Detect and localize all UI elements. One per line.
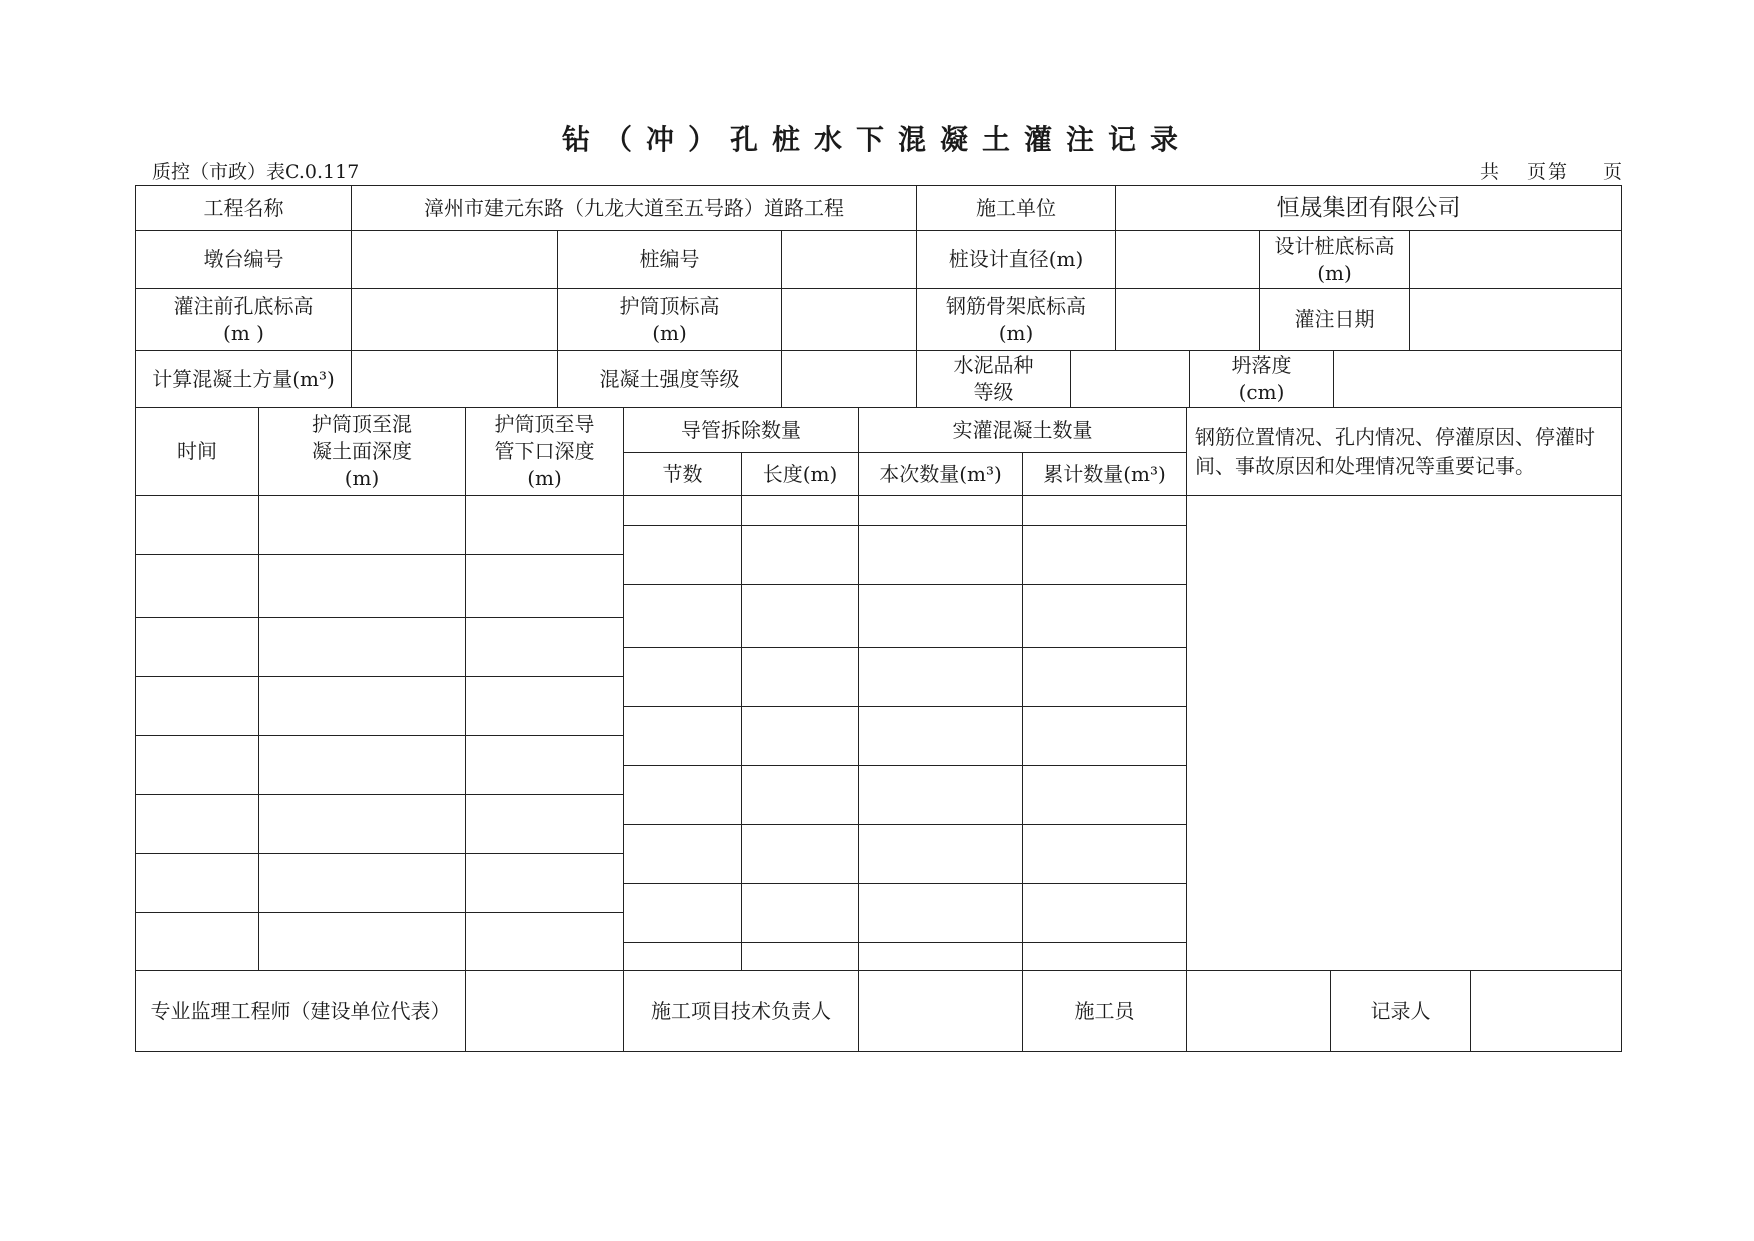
- this-volume-cell[interactable]: [859, 884, 1023, 943]
- casing-to-tube-line2: 管下口深度: [494, 439, 595, 463]
- this-volume-cell[interactable]: [859, 943, 1023, 971]
- table-row: [136, 496, 624, 555]
- casing-top-label: [558, 289, 782, 351]
- time-cell[interactable]: [136, 913, 259, 971]
- supervisor-signature[interactable]: [466, 971, 624, 1052]
- length-cell[interactable]: [742, 943, 859, 971]
- slump-label-line1: 坍落度: [1231, 353, 1292, 377]
- actual-volume-header: 实灌混凝土数量: [859, 408, 1187, 453]
- concrete-depth-cell[interactable]: [259, 913, 466, 971]
- sections-cell[interactable]: [624, 766, 742, 825]
- page-counter: [1480, 157, 1624, 184]
- cumulative-cell[interactable]: [1023, 884, 1187, 943]
- this-volume-header: 本次数量(m³): [859, 453, 1023, 496]
- remarks-header: 钢筋位置情况、孔内情况、停灌原因、停灌时间、事故原因和处理情况等重要记事。: [1187, 408, 1622, 496]
- recorder-signature[interactable]: [1471, 971, 1622, 1052]
- this-volume-cell[interactable]: [859, 766, 1023, 825]
- time-cell[interactable]: [136, 496, 259, 555]
- sections-cell[interactable]: [624, 943, 742, 971]
- concrete-depth-cell[interactable]: [259, 736, 466, 795]
- sections-cell[interactable]: [624, 825, 742, 884]
- tube-depth-cell[interactable]: [466, 618, 624, 677]
- table-row: [624, 884, 1187, 943]
- concrete-depth-cell[interactable]: [259, 496, 466, 555]
- record-table-header: [135, 407, 1622, 496]
- pile-info-table: [135, 230, 1622, 351]
- concrete-info-table: [135, 350, 1622, 408]
- supervisor-label: 专业监理工程师（建设单位代表）: [136, 971, 466, 1052]
- sections-cell[interactable]: [624, 496, 742, 526]
- contractor-label: 施工单位: [917, 186, 1116, 231]
- table-row: [136, 677, 624, 736]
- header-table: [135, 185, 1622, 231]
- concrete-depth-cell[interactable]: [259, 854, 466, 913]
- page-label: 页: [1526, 161, 1548, 183]
- sections-cell[interactable]: [624, 884, 742, 943]
- length-header: 长度(m): [742, 453, 859, 496]
- slump-label: [1190, 351, 1334, 408]
- casing-to-tube-header: [466, 408, 624, 496]
- cement-type-label-line1: 水泥品种: [953, 353, 1034, 377]
- tube-depth-cell[interactable]: [466, 854, 624, 913]
- time-cell[interactable]: [136, 677, 259, 736]
- design-pile-bottom-label: [1260, 231, 1410, 289]
- this-volume-cell[interactable]: [859, 707, 1023, 766]
- tube-depth-cell[interactable]: [466, 736, 624, 795]
- hole-bottom-label-line1: 灌注前孔底标高: [173, 293, 314, 318]
- hole-bottom-value[interactable]: [352, 289, 558, 351]
- tech-lead-label: 施工项目技术负责人: [624, 971, 859, 1052]
- casing-top-value[interactable]: [782, 289, 917, 351]
- time-cell[interactable]: [136, 736, 259, 795]
- table-row: [624, 825, 1187, 884]
- cumulative-header: 累计数量(m³): [1023, 453, 1187, 496]
- time-cell[interactable]: [136, 854, 259, 913]
- signature-table: [135, 970, 1622, 1052]
- cumulative-cell[interactable]: [1023, 943, 1187, 971]
- cement-type-value[interactable]: [1071, 351, 1190, 408]
- casing-top-label-line1: 护筒顶标高: [619, 293, 720, 318]
- slump-value[interactable]: [1334, 351, 1622, 408]
- tech-lead-signature[interactable]: [859, 971, 1023, 1052]
- length-cell[interactable]: [742, 707, 859, 766]
- time-header: 时间: [136, 408, 259, 496]
- page-total-label: 共: [1479, 161, 1501, 183]
- cumulative-cell[interactable]: [1023, 585, 1187, 648]
- design-pile-bottom-label-line2: (m): [1317, 260, 1352, 285]
- tube-depth-cell[interactable]: [466, 913, 624, 971]
- pour-date-label: 灌注日期: [1260, 289, 1410, 351]
- sections-cell[interactable]: [624, 526, 742, 585]
- page-label-2: 页: [1602, 161, 1624, 183]
- calc-volume-label: 计算混凝土方量(m³): [136, 351, 352, 408]
- length-cell[interactable]: [742, 884, 859, 943]
- this-volume-cell[interactable]: [859, 585, 1023, 648]
- this-volume-cell[interactable]: [859, 825, 1023, 884]
- casing-to-tube-line3: (m): [527, 466, 562, 490]
- casing-to-concrete-line3: (m): [344, 466, 380, 490]
- cumulative-cell[interactable]: [1023, 766, 1187, 825]
- length-cell[interactable]: [742, 648, 859, 707]
- project-name-value: 漳州市建元东路（九龙大道至五号路）道路工程: [352, 186, 917, 231]
- table-row: [136, 854, 624, 913]
- recorder-label: 记录人: [1331, 971, 1471, 1052]
- sections-cell[interactable]: [624, 707, 742, 766]
- pier-no-label: 墩台编号: [136, 231, 352, 289]
- cage-bottom-value[interactable]: [1116, 289, 1260, 351]
- this-volume-cell[interactable]: [859, 496, 1023, 526]
- depth-record-grid: [135, 495, 624, 971]
- remarks-area[interactable]: [1187, 496, 1622, 971]
- form-code: 质控（市政）表C.0.117: [152, 161, 360, 183]
- table-row: [136, 555, 624, 618]
- sections-cell[interactable]: [624, 648, 742, 707]
- cage-bottom-label-line1: 钢筋骨架底标高: [946, 293, 1086, 318]
- time-cell[interactable]: [136, 618, 259, 677]
- design-pile-bottom-label-line1: 设计桩底标高: [1274, 233, 1395, 258]
- casing-to-concrete-line2: 凝土面深度: [312, 439, 412, 463]
- hole-bottom-label: [136, 289, 352, 351]
- table-row: [136, 795, 624, 854]
- pile-no-value[interactable]: [782, 231, 917, 289]
- length-cell[interactable]: [742, 496, 859, 526]
- table-row: [136, 913, 624, 971]
- table-row: [624, 766, 1187, 825]
- table-row: [624, 707, 1187, 766]
- length-cell[interactable]: [742, 526, 859, 585]
- concrete-depth-cell[interactable]: [259, 618, 466, 677]
- cement-type-label: [917, 351, 1071, 408]
- concrete-depth-cell[interactable]: [259, 555, 466, 618]
- length-cell[interactable]: [742, 766, 859, 825]
- concrete-depth-cell[interactable]: [259, 677, 466, 736]
- page-number-prefix: 第: [1547, 161, 1569, 183]
- table-row: [624, 496, 1187, 526]
- table-row: [624, 585, 1187, 648]
- calc-volume-value[interactable]: [352, 351, 558, 408]
- tube-depth-cell[interactable]: [466, 555, 624, 618]
- pile-diameter-value[interactable]: [1116, 231, 1260, 289]
- pile-diameter-label: 桩设计直径(m): [917, 231, 1116, 289]
- cage-bottom-label: [917, 289, 1116, 351]
- table-row: [624, 648, 1187, 707]
- tube-depth-cell[interactable]: [466, 677, 624, 736]
- sections-header: 节数: [624, 453, 742, 496]
- slump-label-line2: (cm): [1238, 380, 1285, 404]
- table-row: [136, 736, 624, 795]
- time-cell[interactable]: [136, 795, 259, 854]
- cumulative-cell[interactable]: [1023, 648, 1187, 707]
- concrete-depth-cell[interactable]: [259, 795, 466, 854]
- contractor-value: 恒晟集团有限公司: [1116, 186, 1622, 231]
- casing-to-concrete-line1: 护筒顶至混: [312, 412, 412, 436]
- tube-removal-header: 导管拆除数量: [624, 408, 859, 453]
- cumulative-cell[interactable]: [1023, 825, 1187, 884]
- concrete-grade-label: 混凝土强度等级: [558, 351, 782, 408]
- volume-record-grid: [623, 495, 1187, 971]
- time-cell[interactable]: [136, 555, 259, 618]
- concrete-grade-value[interactable]: [782, 351, 917, 408]
- casing-to-concrete-header: [259, 408, 466, 496]
- casing-to-tube-line1: 护筒顶至导: [494, 412, 595, 436]
- remarks-grid: [1186, 495, 1622, 971]
- constructor-signature[interactable]: [1187, 971, 1331, 1052]
- pour-date-value[interactable]: [1410, 289, 1622, 351]
- table-row: [624, 943, 1187, 971]
- sections-cell[interactable]: [624, 585, 742, 648]
- hole-bottom-label-line2: (m ): [223, 320, 264, 345]
- cage-bottom-label-line2: (m): [998, 320, 1034, 345]
- table-row: [136, 618, 624, 677]
- this-volume-cell[interactable]: [859, 526, 1023, 585]
- tube-depth-cell[interactable]: [466, 496, 624, 555]
- this-volume-cell[interactable]: [859, 648, 1023, 707]
- cumulative-cell[interactable]: [1023, 707, 1187, 766]
- length-cell[interactable]: [742, 585, 859, 648]
- casing-top-label-line2: (m): [652, 320, 687, 345]
- pile-no-label: 桩编号: [558, 231, 782, 289]
- cement-type-label-line2: 等级: [973, 380, 1014, 404]
- design-pile-bottom-value[interactable]: [1410, 231, 1622, 289]
- pier-no-value[interactable]: [352, 231, 558, 289]
- tube-depth-cell[interactable]: [466, 795, 624, 854]
- constructor-label: 施工员: [1023, 971, 1187, 1052]
- length-cell[interactable]: [742, 825, 859, 884]
- table-row: [624, 526, 1187, 585]
- cumulative-cell[interactable]: [1023, 496, 1187, 526]
- form-title: 钻（冲）孔桩水下混凝土灌注记录: [561, 123, 1192, 156]
- cumulative-cell[interactable]: [1023, 526, 1187, 585]
- project-name-label: 工程名称: [136, 186, 352, 231]
